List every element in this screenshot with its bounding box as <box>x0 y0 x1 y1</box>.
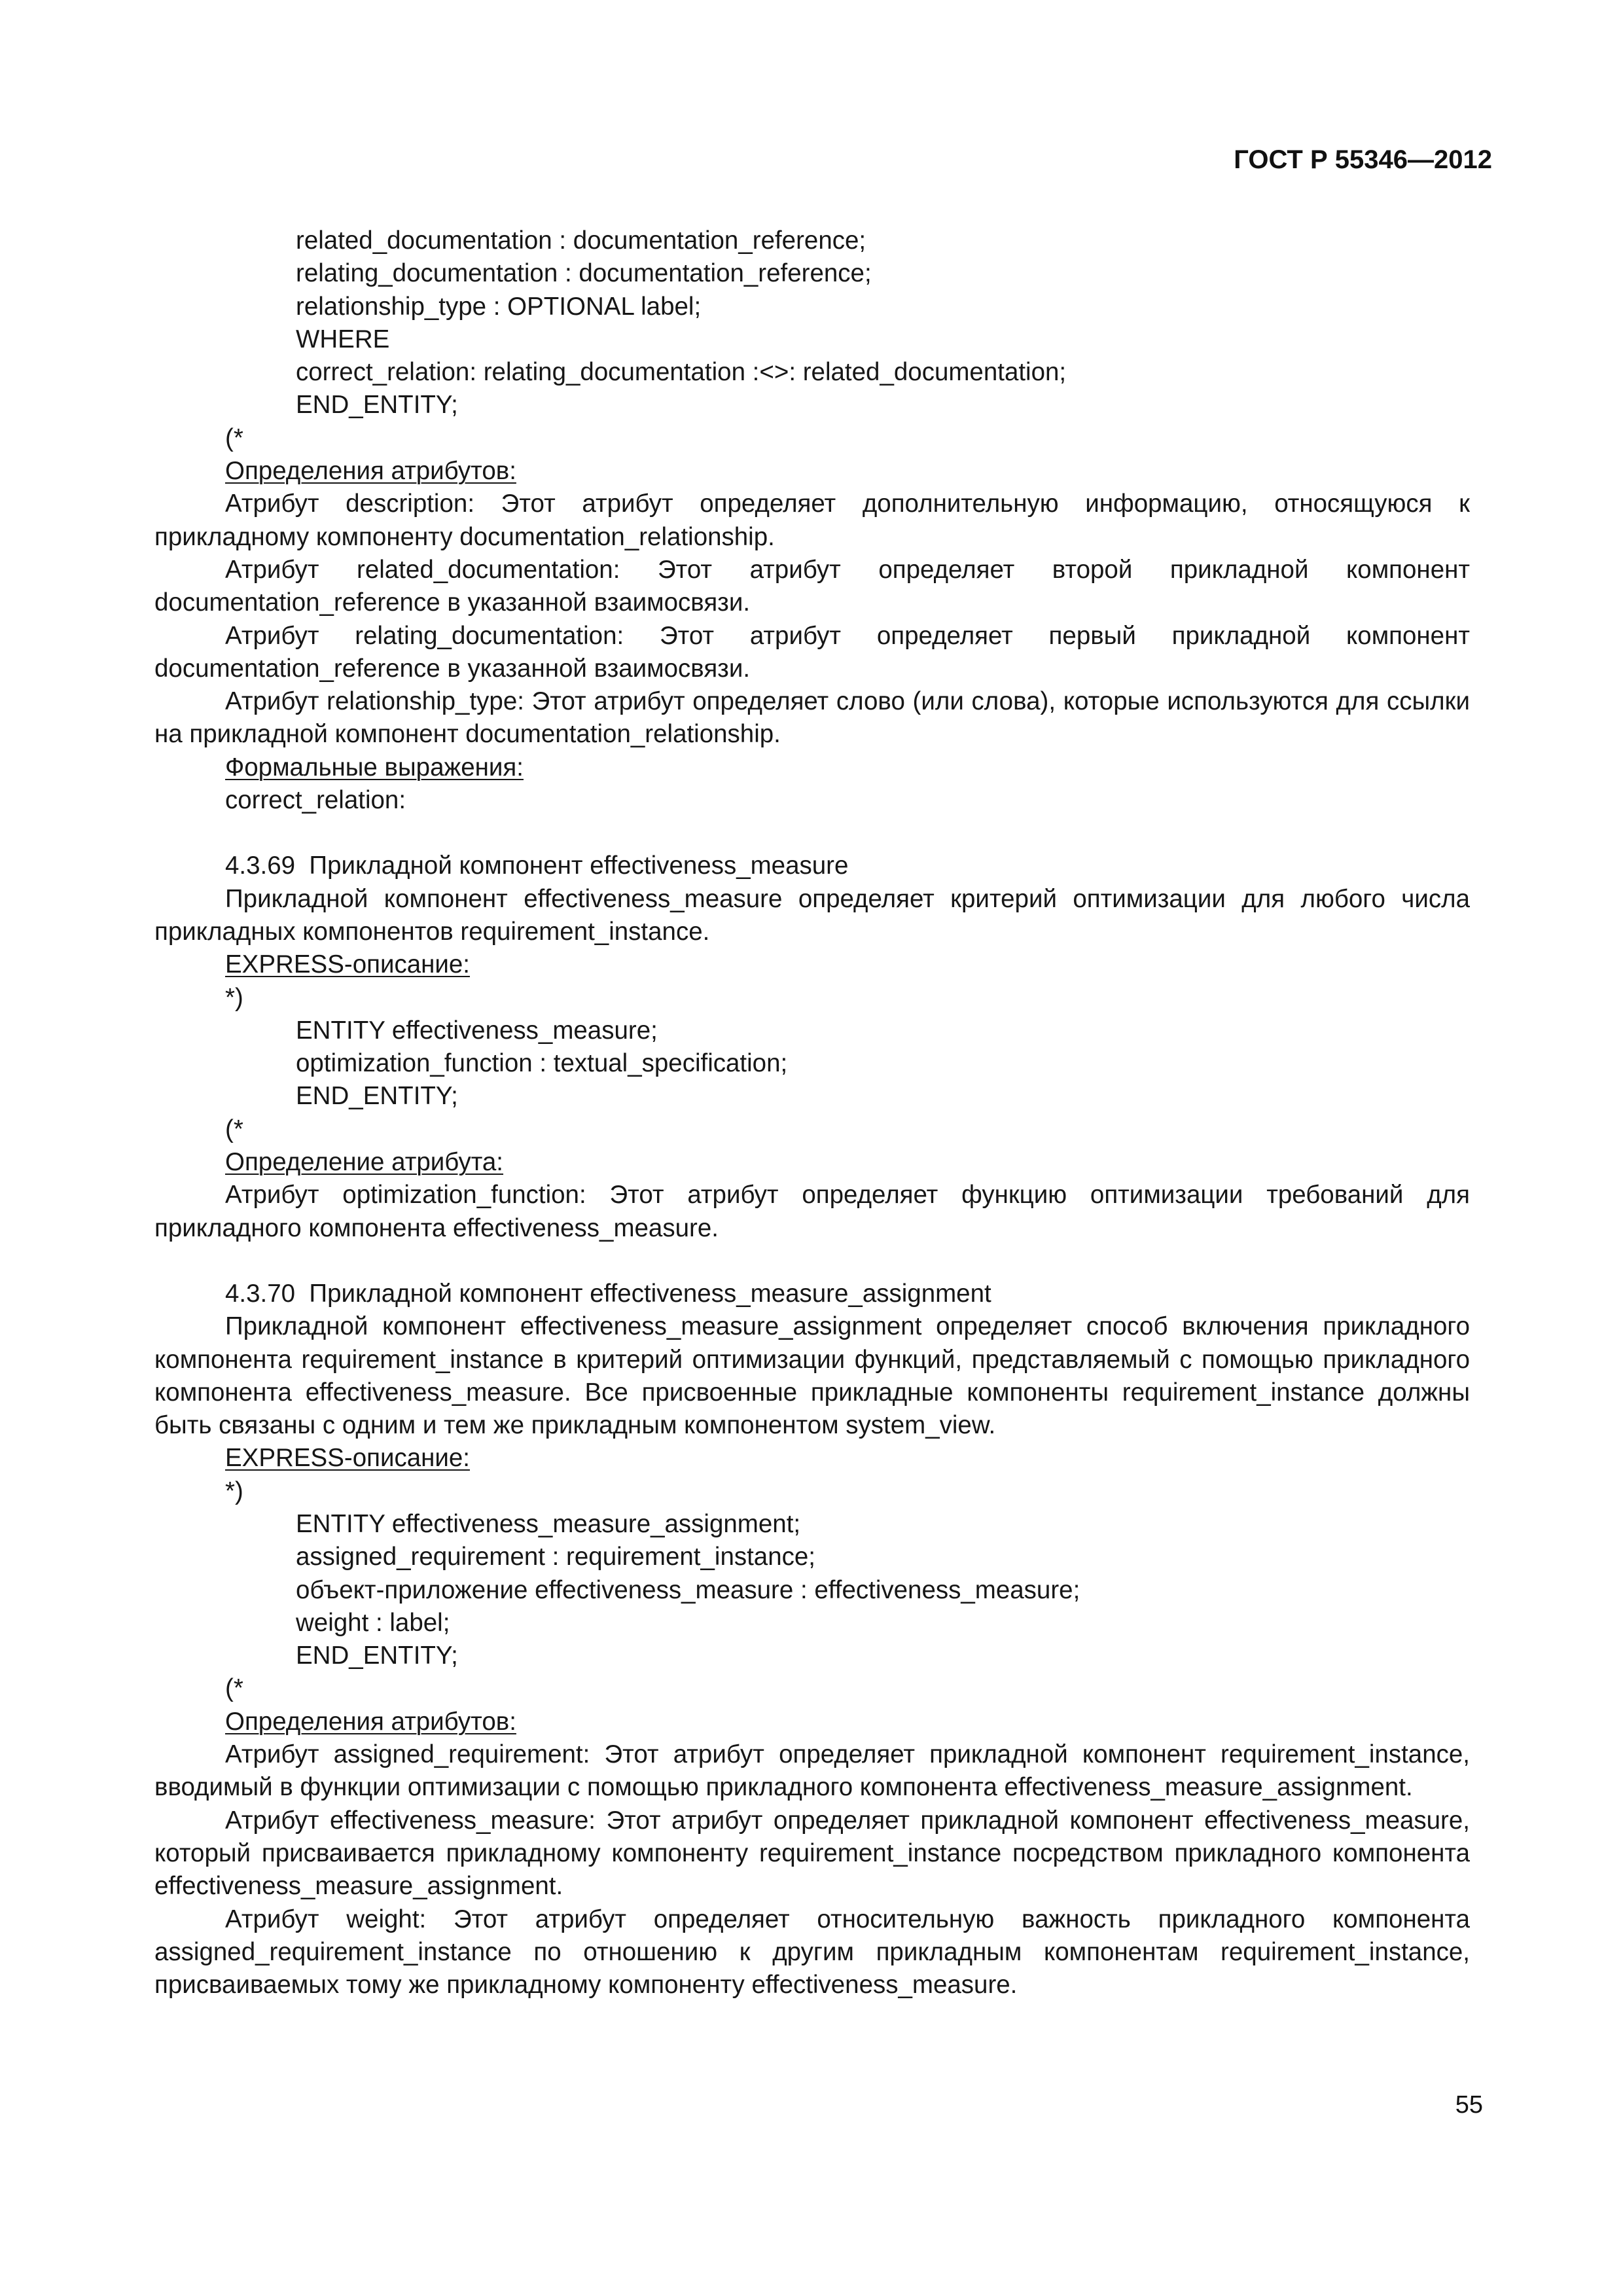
code-line: related_documentation : documentation_reference; <box>296 226 866 255</box>
code-line: correct_relation: relating_documentation :<>: related_documentation; <box>296 358 1067 387</box>
section-description: Прикладной компонент effectiveness_measure определяет критерий оптимизации для любого числа прикладных компонентов requirement_instance. <box>154 884 1470 946</box>
attribute-definition-heading: Определение атрибута: <box>225 1148 504 1177</box>
comment-open: (* <box>225 1674 243 1703</box>
code-line: weight : label; <box>296 1608 450 1637</box>
comment-close: *) <box>225 983 243 1012</box>
comment-open: (* <box>225 423 243 452</box>
section-title-4-3-69: 4.3.69 Прикладной компонент effectiveness_measure <box>225 852 849 880</box>
attribute-definition: Атрибут description: Этот атрибут определяет дополнительную информацию, относящуюся к прикладному компоненту documentation_relationship. <box>154 490 1470 551</box>
attribute-definition: Атрибут assigned_requirement: Этот атрибут определяет прикладной компонент requirement_instance, вводимый в функции оптимизации с помощью прикладного компонента effectiveness_measure_assignment. <box>154 1740 1470 1802</box>
code-line: WHERE <box>296 325 390 353</box>
code-line: assigned_requirement : requirement_instance; <box>296 1543 815 1571</box>
formal-expression-item: correct_relation: <box>225 786 406 815</box>
section-description: Прикладной компонент effectiveness_measure_assignment определяет способ включения прикладного компонента requirement_instance в критерий оптимизации функций, представляемый с помощью прикладного компонента effectiveness_measure. Все присвоенные прикладные компоненты requirement_instance должны быть связаны с одним и тем же прикладным компонентом system_view. <box>154 1312 1470 1440</box>
code-line: ENTITY effectiveness_measure_assignment; <box>296 1509 801 1538</box>
code-line: объект-приложение effectiveness_measure : effectiveness_measure; <box>296 1575 1080 1604</box>
attribute-definition: Атрибут effectiveness_measure: Этот атрибут определяет прикладной компонент effectiveness_measure, который присваивается прикладному компоненту requirement_instance посредством прикладного компонента effectiveness_measure_assignment. <box>154 1806 1470 1901</box>
code-line: relating_documentation : documentation_reference; <box>296 259 872 288</box>
attribute-definitions-heading: Определения атрибутов: <box>225 1707 516 1736</box>
attribute-definition: Атрибут related_documentation: Этот атрибут определяет второй прикладной компонент documentation_reference в указанной взаимосвязи. <box>154 555 1470 617</box>
section-title-4-3-70: 4.3.70 Прикладной компонент effectiveness_measure_assignment <box>225 1279 991 1308</box>
code-block-effectiveness-measure-assignment <box>154 1508 1470 1672</box>
code-block-effectiveness-measure <box>154 1014 1470 1113</box>
comment-close: *) <box>225 1477 243 1505</box>
code-line: optimization_function : textual_specification; <box>296 1049 788 1078</box>
code-line: END_ENTITY; <box>296 391 458 420</box>
attribute-definition: Атрибут weight: Этот атрибут определяет относительную важность прикладного компонента assigned_requirement_instance по отношению к другим прикладным компонентам requirement_instance, присваиваемых тому же прикладному компоненту effectiveness_measure. <box>154 1905 1470 2000</box>
comment-open: (* <box>225 1115 243 1143</box>
code-line: relationship_type : OPTIONAL label; <box>296 292 702 321</box>
attribute-definition: Атрибут relationship_type: Этот атрибут определяет слово (или слова), которые используются для ссылки на прикладной компонент documentation_relationship. <box>154 687 1470 749</box>
express-description-heading: EXPRESS-описание: <box>225 950 471 979</box>
page-body <box>154 224 1470 2001</box>
express-description-heading: EXPRESS-описание: <box>225 1444 471 1473</box>
attribute-definition: Атрибут relating_documentation: Этот атрибут определяет первый прикладной компонент documentation_reference в указанной взаимосвязи. <box>154 621 1470 683</box>
code-block-documentation-relationship <box>154 224 1470 422</box>
page-number: 55 <box>1455 2091 1483 2119</box>
attribute-definition: Атрибут optimization_function: Этот атрибут определяет функцию оптимизации требований для прикладного компонента effectiveness_measure. <box>154 1181 1470 1242</box>
attribute-definitions-heading: Определения атрибутов: <box>225 457 516 486</box>
code-line: ENTITY effectiveness_measure; <box>296 1016 658 1045</box>
code-line: END_ENTITY; <box>296 1641 458 1670</box>
standard-header: ГОСТ Р 55346—2012 <box>1234 145 1492 174</box>
code-line: END_ENTITY; <box>296 1082 458 1111</box>
formal-expressions-heading: Формальные выражения: <box>225 753 524 781</box>
